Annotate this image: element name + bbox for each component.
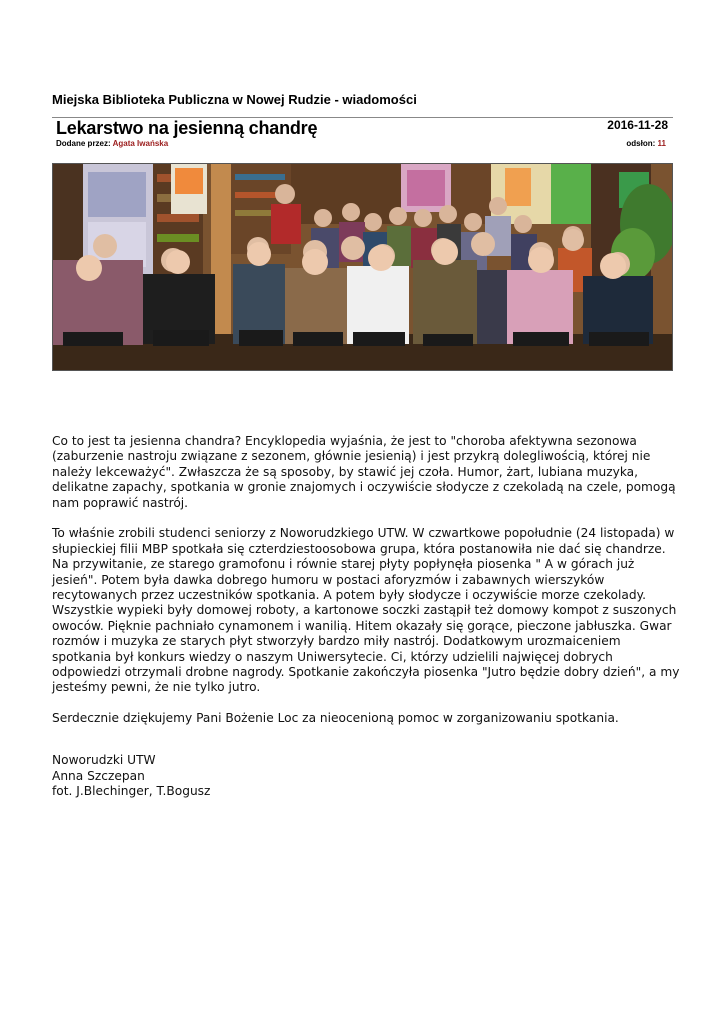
article-paragraph-2: To właśnie zrobili studenci seniorzy z Noworudzkiego UTW. W czwartkowe popołudnie (24 listopada) w słupieckiej filii MBP spotkała się czterdziestoosobowa grupa, która postanowiła nie dać się chandrze. Na przywitanie, ze starego gramofonu i równie starej płyty popłynęła piosenka " A w górach już jesień". Potem była dawka dobrego humoru w postaci aforyzmów i zabawnych wierszyków recytowanych przez uczestników spotkania. A potem były słodycze i oczywiście morze czekolady. Wszystkie wypieki były domowej roboty, a kartonowe soczki zastąpił też domowy kompot z suszonych owoców. Pięknie pachniało cynamonem i wanilią. Hitem okazały się gorące, pieczone jabłuszka. Gwar rozmów i muzyka ze starych płyt stworzyły bardzo miły nastrój. Dodatkowym urozmaiceniem spotkania był konkurs wiedzy o naszym Uniwersytecie. Ci, którzy udzielili najwięcej dobrych odpowiedzi otrzymali drobne nagrody. Spotkanie zakończyła piosenka "Jutro będzie dobry dzień", a my jesteśmy pewni, że nie tylko jutro.	[52, 526, 680, 695]
author-name[interactable]: Agata Iwańska	[112, 139, 169, 148]
views-label: odsłon:	[626, 139, 656, 148]
author-label: Dodane przez:	[56, 139, 111, 148]
article-date: 2016-11-28	[607, 118, 668, 132]
signature-line-3: fot. J.Blechinger, T.Bogusz	[52, 784, 211, 798]
article-body	[52, 434, 682, 742]
site-header: Miejska Biblioteka Publiczna w Nowej Rudzie - wiadomości	[52, 92, 417, 107]
signature-line-2: Anna Szczepan	[52, 768, 145, 783]
article-paragraph-1: Co to jest ta jesienna chandra? Encyklopedia wyjaśnia, że jest to "choroba afektywna sezonowa (zaburzenie nastroju związane z sezonem, głównie jesienią) i jest przykrą dolegliwością, której nie należy lekceważyć". Zwłaszcza że są sposoby, by stawić jej czoła. Humor, żart, lubiana muzyka, delikatne zapachy, spotkania w gronie znajomych i oczywiście słodycze z czekoladą na czele, pomogą nam poprawić nastrój.	[52, 434, 676, 510]
article-views	[626, 139, 666, 148]
group-photo-illustration	[53, 164, 673, 371]
article-paragraph-3: Serdecznie dziękujemy Pani Bożenie Loc za nieocenioną pomoc w zorganizowaniu spotkania.	[52, 711, 619, 726]
article-author-line	[56, 139, 168, 148]
article-signature	[52, 753, 210, 800]
article-photo	[52, 163, 673, 371]
signature-line-1: Noworudzki UTW	[52, 753, 156, 767]
views-count: 11	[657, 139, 666, 148]
article-title: Lekarstwo na jesienną chandrę	[56, 118, 318, 138]
